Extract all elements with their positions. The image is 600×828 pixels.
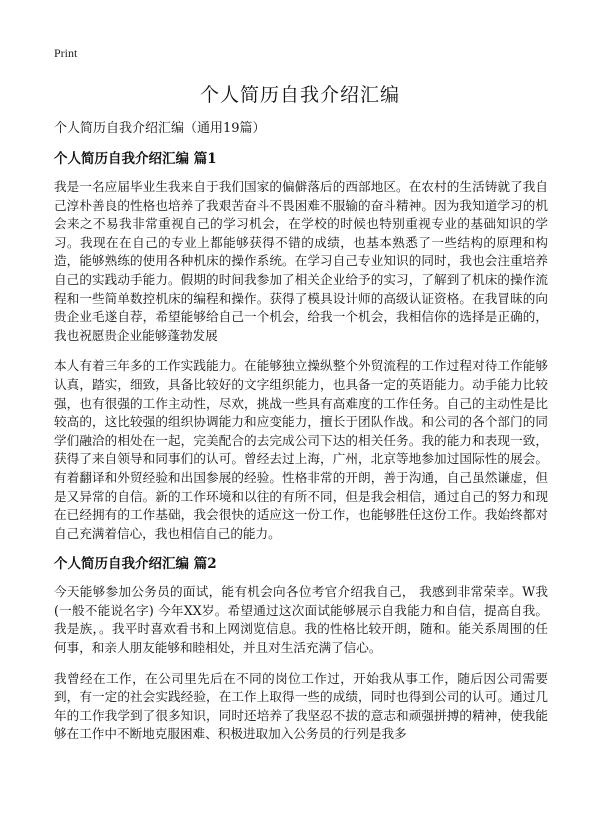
document-body — [54, 120, 548, 756]
paragraph: 今天能够参加公务员的面试，能有机会向各位考官介绍我自己， 我感到非常荣幸。W我(一般不能说名字) 今年XX岁。希望通过这次面试能够展示自我能力和自信，提高自我。我是族，。我平时喜欢看书和上网浏览信息。我的性格比较开朗，随和。能关系周围的任何事，和亲人朋友能够和睦相处，并且对生活充满了信心。 — [54, 584, 548, 656]
section-heading: 个人简历自我介绍汇编 篇1 — [54, 151, 217, 167]
document-subtitle: 个人简历自我介绍汇编（通用19篇） — [54, 121, 266, 136]
paragraph: 我曾经在工作，在公司里先后在不同的岗位工作过，开始我从事工作，随后因公司需要到，有一定的社会实践经验，在工作上取得一些的成绩，同时也得到公司的认可。通过几年的工作我学到了很多知识，同时还培养了我坚忍不拔的意志和顽强拼搏的精神，使我能够在工作中不断地克服困难、积极进取加入公务员的行列是我多 — [54, 670, 548, 742]
document-title: 个人简历自我介绍汇编 — [199, 84, 400, 106]
paragraph: 本人有着三年多的工作实践能力。在能够独立操纵整个外贸流程的工作过程对待工作能够认真，踏实，细致，具备比较好的文字组织能力，也具备一定的英语能力。动手能力比较强，也有很强的工作主动性，尽欢，挑战一些具有高难度的工作任务。自己的主动性是比较高的，这比较强的组织协调能力和应变能力，擅长于团队作战。和公司的各个部门的同学们融洽的相处在一起，完美配合的去完成公司下达的相关任务。我的能力和表现一致，获得了来自领导和同事们的认可。曾经去过上海，广州，北京等地参加过国际性的展会。有着翻译和外贸经验和出国参展的经验。性格非常的开朗，善于沟通，自己虽然谦虚，但是又异常的自信。新的工作环境和以往的有所不同，但是我会相信，通过自己的努力和现在已经拥有的工作基础，我会很快的适应这一份工作，也能够胜任这份工作。我始终都对自己充满着信心，我也相信自己的能力。 — [54, 358, 548, 541]
print-link[interactable]: Print — [54, 46, 78, 60]
paragraph: 我是一名应届毕业生我来自于我们国家的偏僻落后的西部地区。在农村的生活铸就了我自己淳朴善良的性格也培养了我艰苦奋斗不畏困难不服输的奋斗精神。因为我知道学习的机会来之不易我非常重视自己的学习机会，在学校的时候也特别重视专业的基础知识的学习。我现在在自己的专业上都能够获得不错的成绩，也基本熟悉了一些结构的原理和构造，能够熟练的使用各种机床的操作系统。在学习自己专业知识的同时，我也会注重培养自己的实践动手能力。假期的时间我参加了相关企业给予的实习，了解到了机床的操作流程和一些简单数控机床的编程和操作。获得了模具设计师的高级认证资格。在我冒昧的向贵企业毛遂自荐，希望能够给自己一个机会，给我一个机会，我相信你的选择是正确的，我也祝愿贵企业能够蓬勃发展 — [54, 179, 548, 343]
section-heading: 个人简历自我介绍汇编 篇2 — [54, 556, 217, 573]
